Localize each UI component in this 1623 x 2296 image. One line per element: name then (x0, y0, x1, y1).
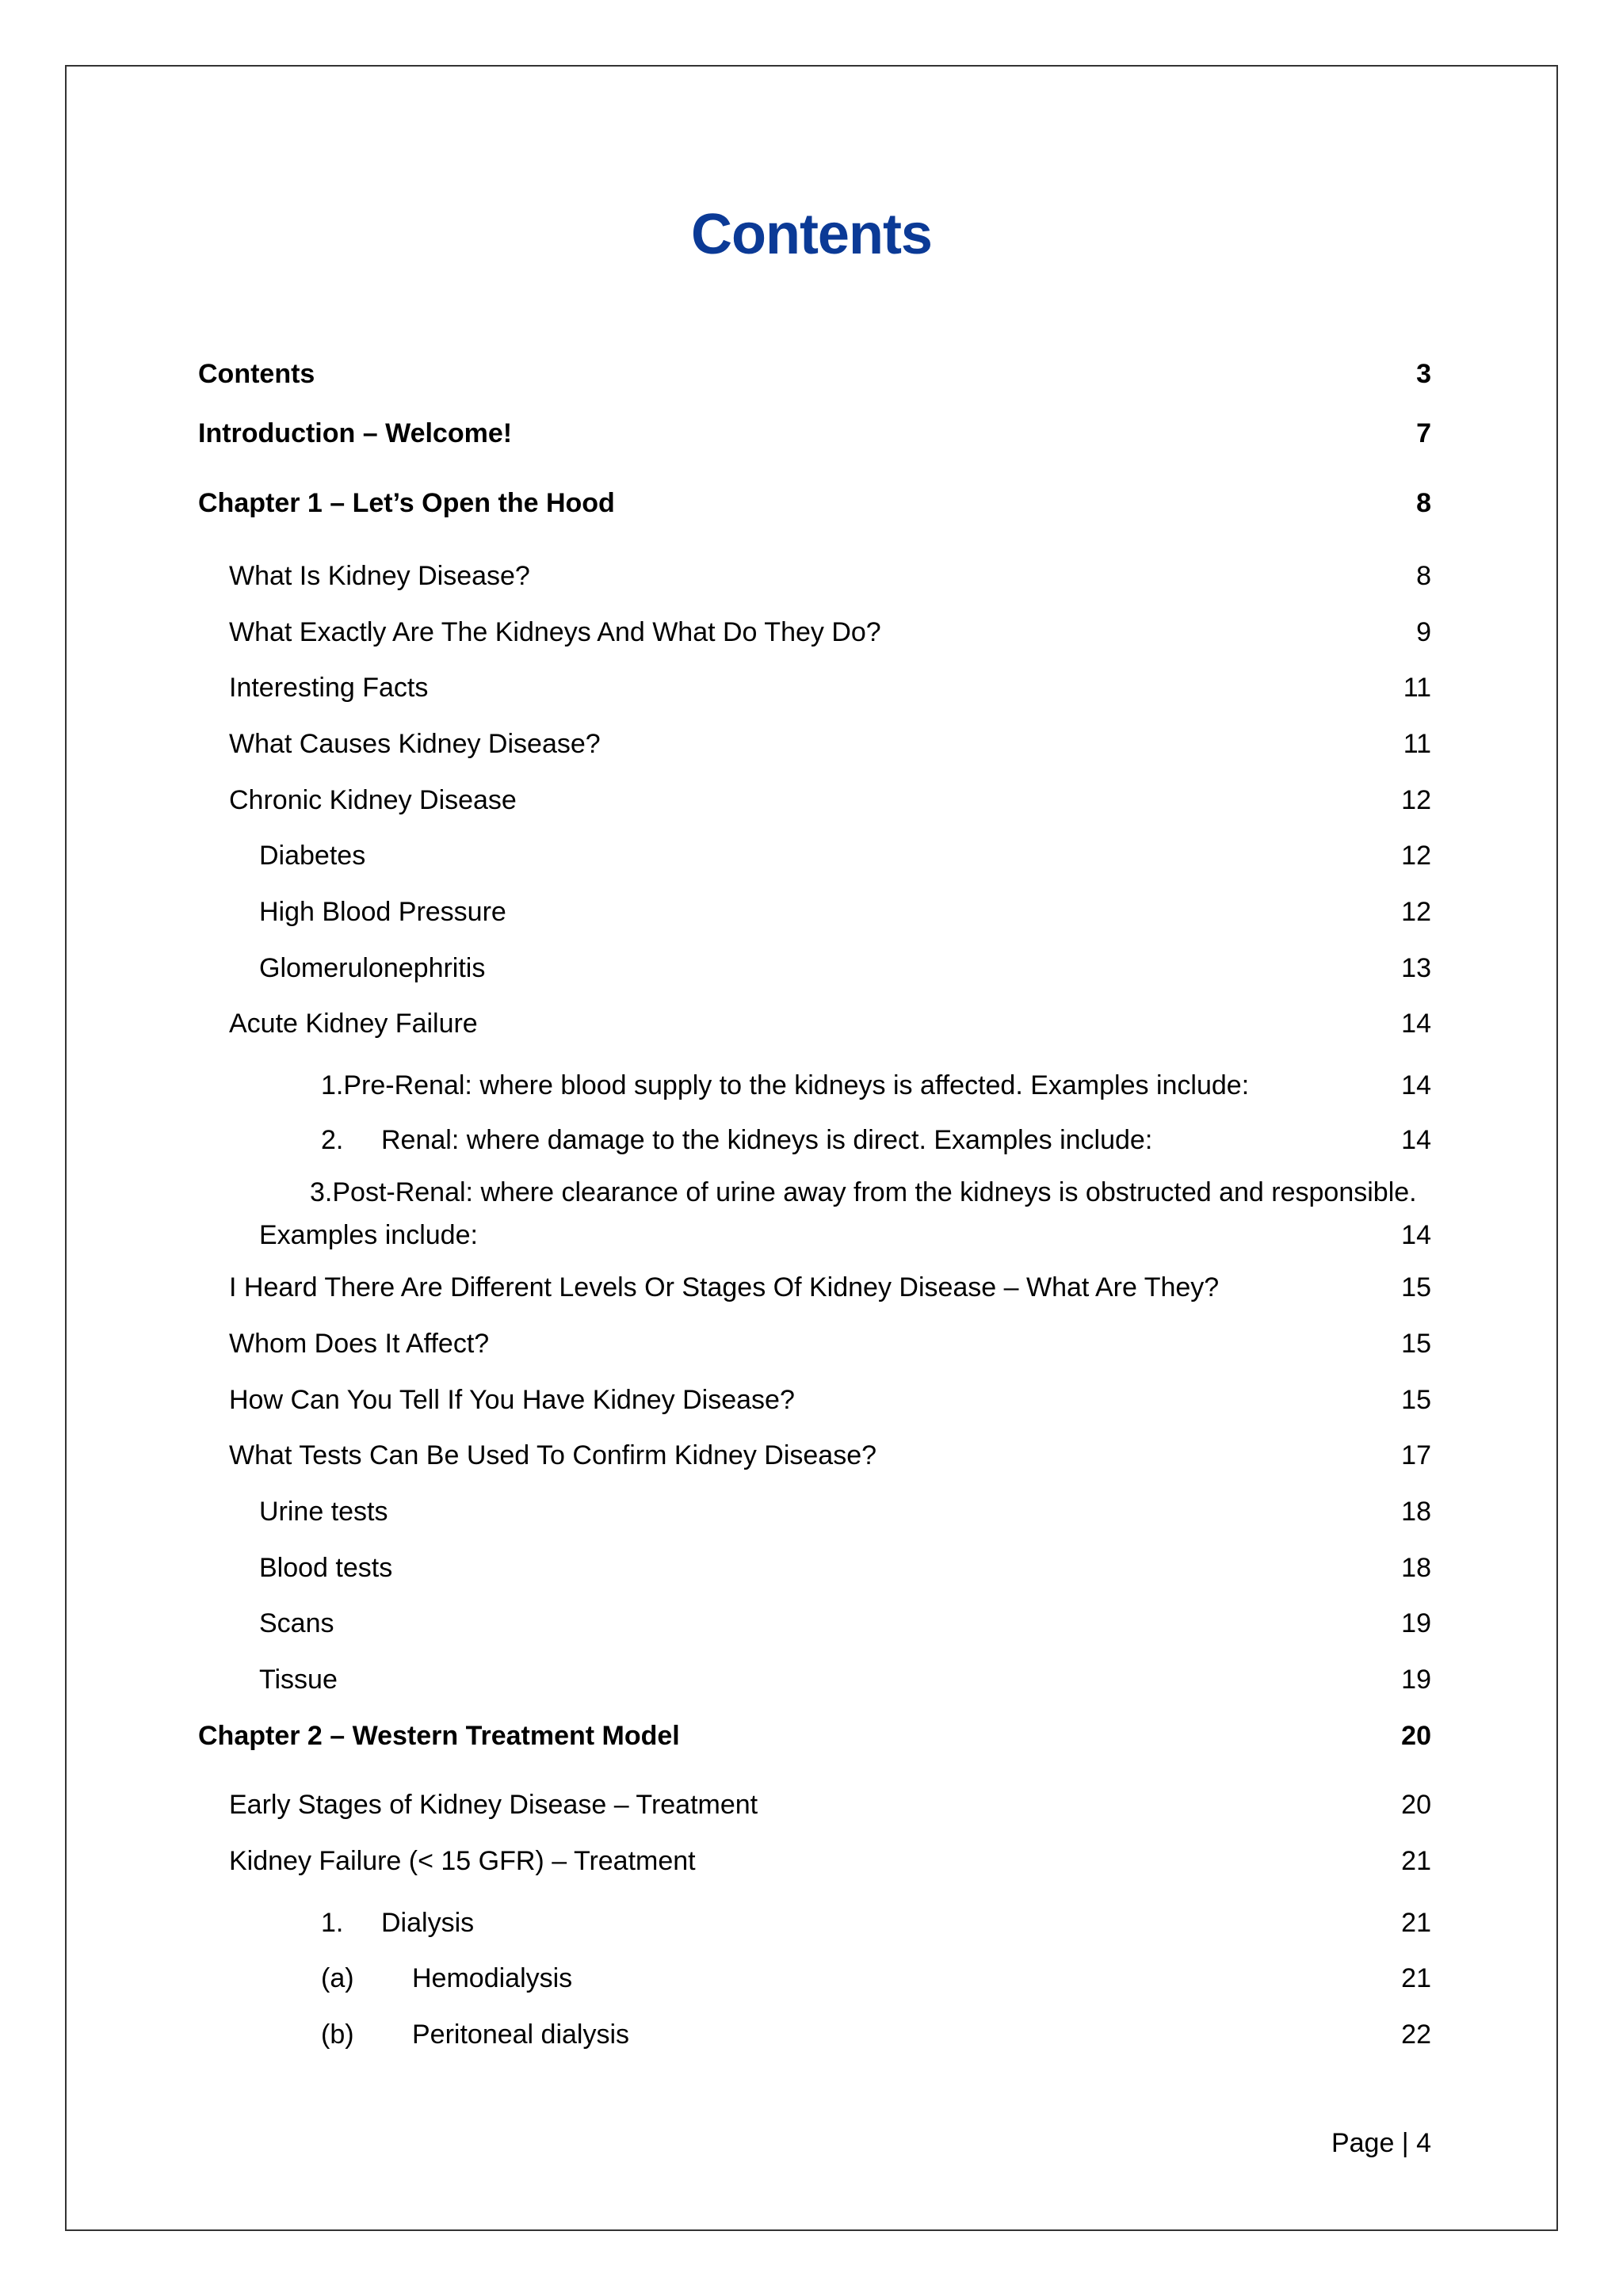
toc-entry-high-blood-pressure[interactable] (0, 892, 1623, 932)
toc-entry-page: 17 (1401, 1440, 1431, 1470)
toc-entry-whom-does-it-affect[interactable] (0, 1324, 1623, 1363)
toc-entry-page: 11 (1403, 673, 1431, 703)
toc-entry-page: 18 (1401, 1497, 1431, 1527)
toc-entry-what-exactly-kidneys[interactable] (0, 612, 1623, 652)
toc-entry-label: Tissue (259, 1665, 338, 1695)
toc-entry-page: 21 (1401, 1963, 1431, 1993)
toc-entry-page: 15 (1401, 1329, 1431, 1359)
toc-entry-label: Glomerulonephritis (259, 953, 486, 983)
toc-entry-page: 12 (1401, 841, 1431, 871)
toc-entry-page: 9 (1416, 617, 1431, 647)
toc-entry-label: Renal: where damage to the kidneys is direct. Examples include: (381, 1125, 1153, 1155)
toc-entry-kidney-failure-treatment[interactable] (0, 1841, 1623, 1881)
toc-entry-label: Chapter 2 – Western Treatment Model (198, 1721, 680, 1751)
toc-entry-label: 1.Pre-Renal: where blood supply to the kidneys is affected. Examples include: (321, 1070, 1250, 1100)
toc-entry-marker: (a) (321, 1963, 354, 1993)
toc-entry-label: I Heard There Are Different Levels Or Stages Of Kidney Disease – What Are They? (229, 1272, 1220, 1302)
toc-entry-label: Whom Does It Affect? (229, 1329, 490, 1359)
toc-entry-marker: (b) (321, 2019, 354, 2050)
toc-entry-label: Introduction – Welcome! (198, 418, 513, 448)
toc-entry-page: 19 (1401, 1665, 1431, 1695)
toc-entry-label: Early Stages of Kidney Disease – Treatment (229, 1790, 758, 1820)
toc-entry-what-is-kidney-disease[interactable] (0, 556, 1623, 596)
toc-entry-contents[interactable] (0, 354, 1623, 394)
toc-entry-label: Blood tests (259, 1553, 393, 1583)
toc-entry-blood-tests[interactable] (0, 1548, 1623, 1588)
toc-entry-page: 12 (1401, 897, 1431, 927)
toc-entry-early-stages[interactable] (0, 1785, 1623, 1825)
toc-entry-label: What Tests Can Be Used To Confirm Kidney Disease? (229, 1440, 877, 1470)
toc-entry-marker: 2. (321, 1125, 344, 1155)
toc-entry-label: Diabetes (259, 841, 366, 871)
page-number-footer: Page | 4 (1331, 2128, 1431, 2158)
toc-entry-dialysis[interactable] (0, 1903, 1623, 1943)
toc-entry-introduction[interactable] (0, 414, 1623, 453)
toc-entry-stages[interactable] (0, 1268, 1623, 1307)
toc-entry-page: 15 (1401, 1385, 1431, 1415)
toc-entry-tissue[interactable] (0, 1660, 1623, 1699)
toc-entry-acute-kidney-failure[interactable] (0, 1004, 1623, 1043)
toc-entry-how-can-you-tell[interactable] (0, 1380, 1623, 1420)
toc-entry-label: Chronic Kidney Disease (229, 785, 517, 815)
toc-entry-label: Chapter 1 – Let’s Open the Hood (198, 488, 615, 518)
toc-entry-page: 8 (1416, 561, 1431, 591)
toc-entry-label-continued: Examples include: (259, 1220, 478, 1250)
toc-entry-page: 22 (1401, 2019, 1431, 2050)
toc-entry-label: Peritoneal dialysis (412, 2019, 630, 2050)
toc-entry-page: 14 (1401, 1009, 1431, 1039)
toc-entry-page: 18 (1401, 1553, 1431, 1583)
toc-entry-label: Acute Kidney Failure (229, 1009, 478, 1039)
toc-entry-what-causes[interactable] (0, 724, 1623, 764)
toc-entry-label: High Blood Pressure (259, 897, 506, 927)
toc-entry-urine-tests[interactable] (0, 1492, 1623, 1531)
toc-entry-label: What Is Kidney Disease? (229, 561, 530, 591)
toc-entry-page: 20 (1401, 1721, 1431, 1751)
toc-entry-label: Kidney Failure (< 15 GFR) – Treatment (229, 1846, 696, 1876)
toc-entry-interesting-facts[interactable] (0, 668, 1623, 707)
toc-entry-chapter-2[interactable] (0, 1716, 1623, 1756)
toc-entry-label: Urine tests (259, 1497, 388, 1527)
toc-entry-page: 15 (1401, 1272, 1431, 1302)
toc-entry-chronic-kidney-disease[interactable] (0, 780, 1623, 820)
page-title: Contents (691, 203, 932, 266)
toc-entry-tests[interactable] (0, 1436, 1623, 1475)
toc-entry-scans[interactable] (0, 1604, 1623, 1643)
toc-entry-label: Hemodialysis (412, 1963, 573, 1993)
toc-entry-page: 21 (1401, 1908, 1431, 1938)
toc-entry-page: 11 (1403, 729, 1431, 759)
toc-entry-pre-renal[interactable] (0, 1066, 1623, 1105)
toc-entry-label: Dialysis (381, 1908, 475, 1938)
toc-entry-page: 7 (1416, 418, 1431, 448)
toc-entry-label: 3.Post-Renal: where clearance of urine away from the kidneys is obstructed and responsible. (310, 1177, 1417, 1207)
toc-entry-page: 14 (1401, 1070, 1431, 1100)
toc-entry-diabetes[interactable] (0, 836, 1623, 875)
toc-entry-glomerulonephritis[interactable] (0, 948, 1623, 988)
toc-entry-label: Scans (259, 1608, 334, 1638)
toc-entry-page: 12 (1401, 785, 1431, 815)
toc-entry-label: Contents (198, 359, 315, 389)
toc-entry-page: 8 (1416, 488, 1431, 518)
toc-entry-label: What Exactly Are The Kidneys And What Do They Do? (229, 617, 881, 647)
toc-entry-page: 3 (1416, 359, 1431, 389)
toc-entry-hemodialysis[interactable] (0, 1958, 1623, 1998)
toc-entry-label: Interesting Facts (229, 673, 429, 703)
toc-entry-page: 20 (1401, 1790, 1431, 1820)
toc-entry-label: What Causes Kidney Disease? (229, 729, 601, 759)
toc-entry-page: 21 (1401, 1846, 1431, 1876)
toc-entry-page: 14 (1401, 1125, 1431, 1155)
toc-entry-page: 19 (1401, 1608, 1431, 1638)
toc-entry-renal[interactable] (0, 1120, 1623, 1160)
toc-entry-label: How Can You Tell If You Have Kidney Disease? (229, 1385, 795, 1415)
toc-entry-peritoneal-dialysis[interactable] (0, 2015, 1623, 2054)
toc-entry-marker: 1. (321, 1908, 344, 1938)
toc-entry-page: 13 (1401, 953, 1431, 983)
toc-entry-chapter-1[interactable] (0, 483, 1623, 523)
toc-entry-page: 14 (1401, 1220, 1431, 1250)
